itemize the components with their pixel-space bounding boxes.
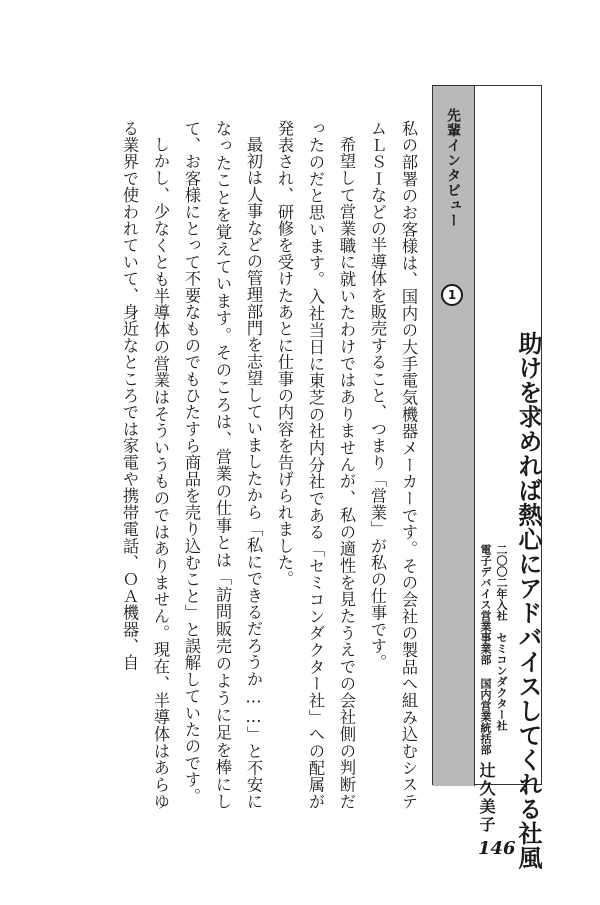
article-body: [108, 120, 424, 810]
affiliation-line-2: 電子デバイス営業事業部 国内営業統括部: [479, 544, 492, 755]
body-paragraph-4: しかし、少なくとも半導体の営業はそういうものではありません。現在、半導体はあらゆる業界で使われていて、身近なところでは家電や携帯電話、ＯＡ機器、自: [120, 120, 170, 810]
body-paragraph-1: 私の部署のお客様は、国内の大手電気機器メーカーです。その会社の製品へ組み込むシステムＬＳＩなどの半導体を販売すること、つまり「営業」が私の仕事です。: [368, 120, 418, 810]
affiliation-line-1: 二〇〇二年入社 セミコンダクター社: [495, 544, 508, 731]
page-number: 146: [478, 838, 516, 859]
body-paragraph-3: 最初は人事などの管理部門を志望していましたから「私にできるだろうか……」と不安になったことを覚えています。そのころは、営業の仕事とは「訪問販売のように足を棒にして、お客様にとって不要なものでもひたすら商品を売り込むこと」と誤解していたのです。: [182, 120, 263, 810]
author-name: 辻久美子: [477, 762, 496, 834]
author-affiliation: [477, 544, 509, 755]
article-headline: 助けを求めれば熱心にアドバイスしてくれる社風: [514, 331, 542, 870]
body-paragraph-2: 希望して営業職に就いたわけではありませんが、私の適性を見たうえでの会社側の判断だったのだと思います。入社当日に東芝の社内分社である「セミコンダクター社」への配属が発表され、研修を受けたあとに仕事の内容を告げられました。: [275, 120, 356, 810]
section-label: 先輩インタビュー: [445, 108, 461, 228]
section-tab: [433, 86, 475, 786]
section-number-badge: 1: [441, 284, 463, 306]
